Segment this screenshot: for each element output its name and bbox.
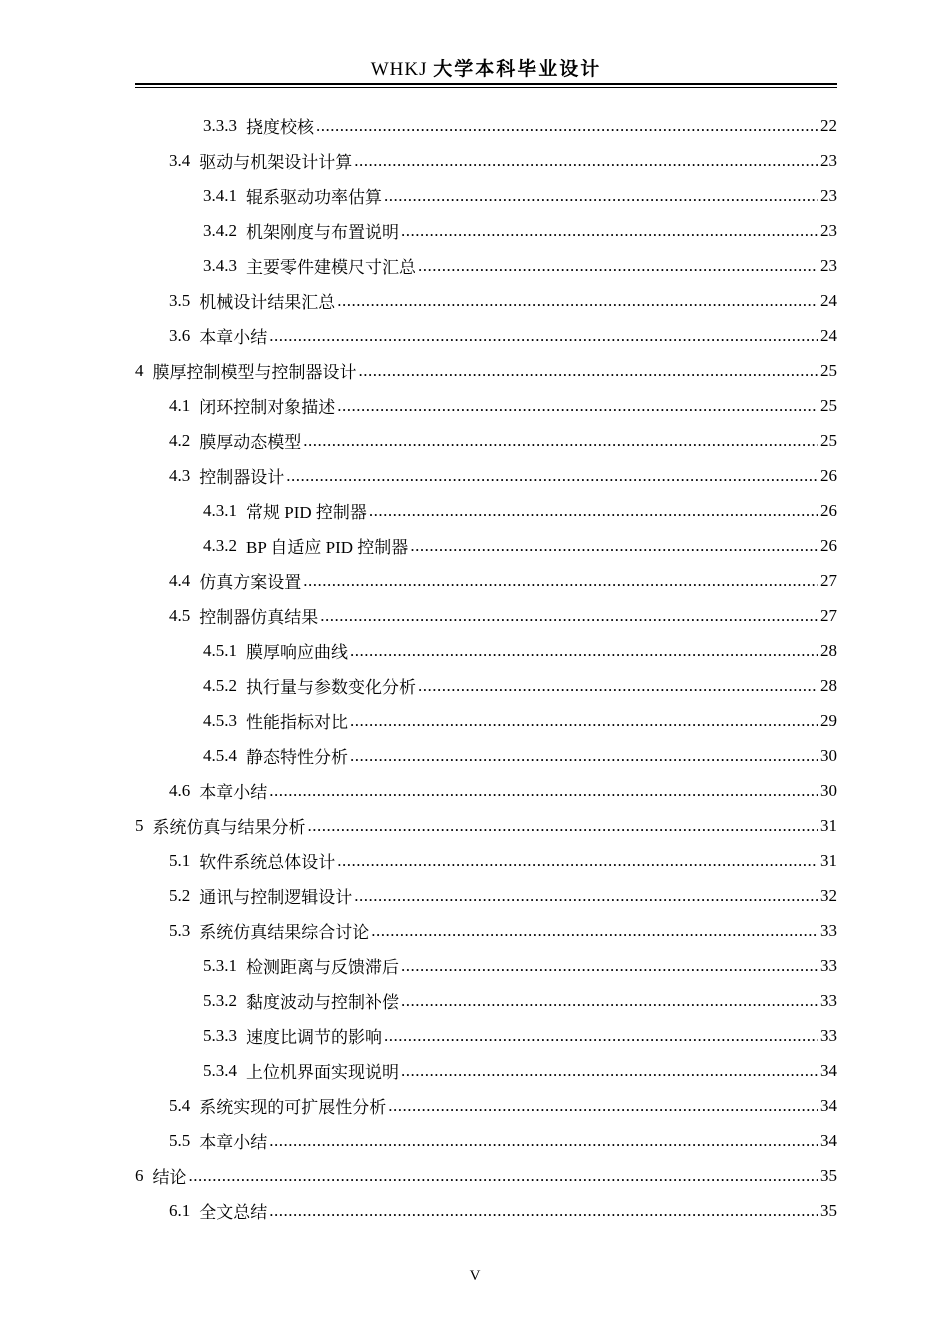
toc-entry[interactable] [135,633,837,668]
toc-dot-leader [354,886,818,906]
toc-entry[interactable] [135,843,837,878]
toc-dot-leader [401,1061,818,1081]
toc-dot-leader [269,1131,818,1151]
toc-entry[interactable] [135,213,837,248]
toc-dot-leader [359,361,819,381]
toc-entry-number: 4.1 [169,395,191,415]
toc-entry-page: 35 [820,1165,837,1185]
toc-entry-number: 4.4 [169,570,191,590]
toc-dot-leader [269,326,818,346]
toc-entry[interactable] [135,948,837,983]
toc-entry-number: 5.4 [169,1095,191,1115]
toc-entry-title: 膜厚响应曲线 [246,643,348,662]
toc-entry[interactable] [135,528,837,563]
toc-entry-title: 常规 PID 控制器 [246,503,367,522]
toc-entry[interactable] [135,458,837,493]
toc-entry[interactable] [135,108,837,143]
toc-dot-leader [418,256,818,276]
toc-dot-leader [369,501,818,521]
toc-entry-number: 4.5.1 [203,640,237,660]
toc-dot-leader [320,606,818,626]
toc-entry-page: 29 [820,710,837,730]
toc-dot-leader [316,116,818,136]
toc-entry-page: 28 [820,640,837,660]
toc-dot-leader [401,221,818,241]
toc-entry-number: 5.2 [169,885,191,905]
toc-entry-page: 25 [820,430,837,450]
toc-entry-page: 25 [820,395,837,415]
toc-entry-title: 驱动与机架设计计算 [199,153,353,172]
toc-dot-leader [350,641,818,661]
toc-dot-leader [401,956,818,976]
toc-entry-number: 4.5.4 [203,745,237,765]
toc-entry-page: 23 [820,185,837,205]
toc-entry-title: 全文总结 [199,1203,268,1222]
toc-dot-leader [401,991,818,1011]
toc-entry-number: 4.5.3 [203,710,237,730]
toc-entry-number: 5.3.1 [203,955,237,975]
toc-entry[interactable] [135,738,837,773]
toc-dot-leader [337,291,818,311]
toc-dot-leader [354,151,818,171]
toc-entry-page: 33 [820,990,837,1010]
toc-entry-title: 闭环控制对象描述 [199,398,336,417]
toc-entry-number: 5.3.3 [203,1025,237,1045]
toc-entry-page: 28 [820,675,837,695]
toc-entry[interactable] [135,1088,837,1123]
toc-entry-title: 结论 [152,1168,187,1187]
toc-entry-title: 机架刚度与布置说明 [246,223,399,242]
toc-entry-number: 4.6 [169,780,191,800]
toc-entry-page: 35 [820,1200,837,1220]
toc-dot-leader [418,676,818,696]
toc-entry-page: 30 [820,780,837,800]
toc-entry[interactable] [135,353,837,388]
toc-entry-title: 挠度校核 [246,118,314,137]
toc-entry-page: 26 [820,500,837,520]
toc-dot-leader [189,1166,819,1186]
toc-entry-title: 执行量与参数变化分析 [246,678,416,697]
toc-entry-title: 仿真方案设置 [199,573,302,592]
toc-entry-page: 27 [820,570,837,590]
toc-entry-page: 24 [820,325,837,345]
toc-entry-title: 本章小结 [199,328,268,347]
toc-entry-number: 5.1 [169,850,191,870]
toc-dot-leader [371,921,818,941]
toc-entry[interactable] [135,773,837,808]
toc-entry-number: 3.5 [169,290,191,310]
toc-entry-title: 主要零件建模尺寸汇总 [246,258,416,277]
toc-dot-leader [388,1096,818,1116]
toc-dot-leader [269,781,818,801]
toc-entry-title: 机械设计结果汇总 [199,293,336,312]
toc-entry-title: 膜厚控制模型与控制器设计 [152,363,357,382]
toc-entry[interactable] [135,878,837,913]
toc-entry-title: 控制器设计 [199,468,285,487]
toc-entry-number: 5.5 [169,1130,191,1150]
toc-entry[interactable] [135,1123,837,1158]
toc-entry-number: 3.4.2 [203,220,237,240]
toc-entry-number: 5.3.2 [203,990,237,1010]
toc-entry-title: 速度比调节的影响 [246,1028,382,1047]
toc-entry[interactable] [135,913,837,948]
toc-entry-title: 辊系驱动功率估算 [246,188,382,207]
toc-entry-page: 26 [820,465,837,485]
toc-entry[interactable] [135,703,837,738]
toc-entry[interactable] [135,178,837,213]
toc-entry-title: 控制器仿真结果 [199,608,319,627]
toc-entry-page: 26 [820,535,837,555]
toc-entry-page: 33 [820,920,837,940]
toc-entry-page: 23 [820,220,837,240]
toc-dot-leader [303,571,818,591]
toc-entry-page: 32 [820,885,837,905]
toc-entry[interactable] [135,388,837,423]
toc-entry-page: 25 [820,360,837,380]
toc-entry-title: 本章小结 [199,1133,268,1152]
toc-entry-title: 软件系统总体设计 [199,853,336,872]
page-header [135,56,837,83]
toc-dot-leader [384,186,818,206]
toc-entry-number: 4 [135,360,144,380]
toc-entry-title: 通讯与控制逻辑设计 [199,888,353,907]
toc-entry-title: 系统仿真结果综合讨论 [199,923,370,942]
toc-entry[interactable] [135,1053,837,1088]
toc-dot-leader [308,816,819,836]
toc-entry[interactable] [135,248,837,283]
toc-entry-title: 检测距离与反馈滞后 [246,958,399,977]
toc-entry-number: 5.3 [169,920,191,940]
toc-entry-page: 24 [820,290,837,310]
toc-entry-number: 3.4.3 [203,255,237,275]
toc-entry-number: 3.3.3 [203,115,237,135]
toc-entry-page: 22 [820,115,837,135]
toc-entry-title: 本章小结 [199,783,268,802]
toc-entry-page: 23 [820,150,837,170]
toc-entry-page: 23 [820,255,837,275]
toc-entry-page: 33 [820,955,837,975]
toc-entry[interactable] [135,493,837,528]
toc-dot-leader [337,851,818,871]
toc-entry-title: 上位机界面实现说明 [246,1063,399,1082]
toc-entry-title: 静态特性分析 [246,748,348,767]
toc-entry-number: 4.3.1 [203,500,237,520]
toc-entry-page: 30 [820,745,837,765]
toc-entry-number: 4.5.2 [203,675,237,695]
toc-entry[interactable] [135,423,837,458]
toc-dot-leader [350,711,818,731]
toc-dot-leader [384,1026,818,1046]
header-rule-thin [135,87,837,88]
header-rule-thick [135,83,837,85]
table-of-contents [135,108,837,1228]
toc-entry[interactable] [135,318,837,353]
toc-entry[interactable] [135,668,837,703]
toc-entry-page: 33 [820,1025,837,1045]
header-title-text: 大学本科毕业设计 [433,58,602,80]
toc-entry-page: 34 [820,1130,837,1150]
toc-entry-number: 4.3.2 [203,535,237,555]
header-latin-text: WHKJ [370,59,428,80]
toc-entry-title: 膜厚动态模型 [199,433,302,452]
toc-entry[interactable] [135,598,837,633]
toc-entry-page: 31 [820,850,837,870]
toc-entry-page: 34 [820,1060,837,1080]
toc-entry[interactable] [135,1158,837,1193]
toc-entry[interactable] [135,808,837,843]
toc-entry-number: 6.1 [169,1200,191,1220]
toc-dot-leader [350,746,818,766]
toc-dot-leader [337,396,818,416]
toc-entry-page: 31 [820,815,837,835]
toc-entry-title: 黏度波动与控制补偿 [246,993,399,1012]
toc-dot-leader [303,431,818,451]
toc-entry[interactable] [135,1018,837,1053]
toc-entry-number: 3.6 [169,325,191,345]
toc-entry-title: 系统仿真与结果分析 [152,818,306,837]
toc-entry-title: 系统实现的可扩展性分析 [199,1098,387,1117]
toc-entry[interactable] [135,983,837,1018]
toc-entry-number: 5 [135,815,144,835]
page-number: V [469,1268,481,1284]
toc-dot-leader [410,536,818,556]
toc-entry-title: 性能指标对比 [246,713,348,732]
toc-dot-leader [286,466,818,486]
toc-dot-leader [269,1201,818,1221]
toc-entry-page: 34 [820,1095,837,1115]
toc-entry-number: 5.3.4 [203,1060,237,1080]
toc-entry[interactable] [135,143,837,178]
toc-entry-number: 3.4 [169,150,191,170]
toc-entry-page: 27 [820,605,837,625]
toc-entry-number: 4.2 [169,430,191,450]
toc-entry-number: 4.5 [169,605,191,625]
toc-entry[interactable] [135,1193,837,1228]
toc-entry-number: 4.3 [169,465,191,485]
toc-entry-title: BP 自适应 PID 控制器 [246,538,409,557]
toc-entry[interactable] [135,563,837,598]
toc-entry-number: 6 [135,1165,144,1185]
toc-entry[interactable] [135,283,837,318]
toc-entry-number: 3.4.1 [203,185,237,205]
